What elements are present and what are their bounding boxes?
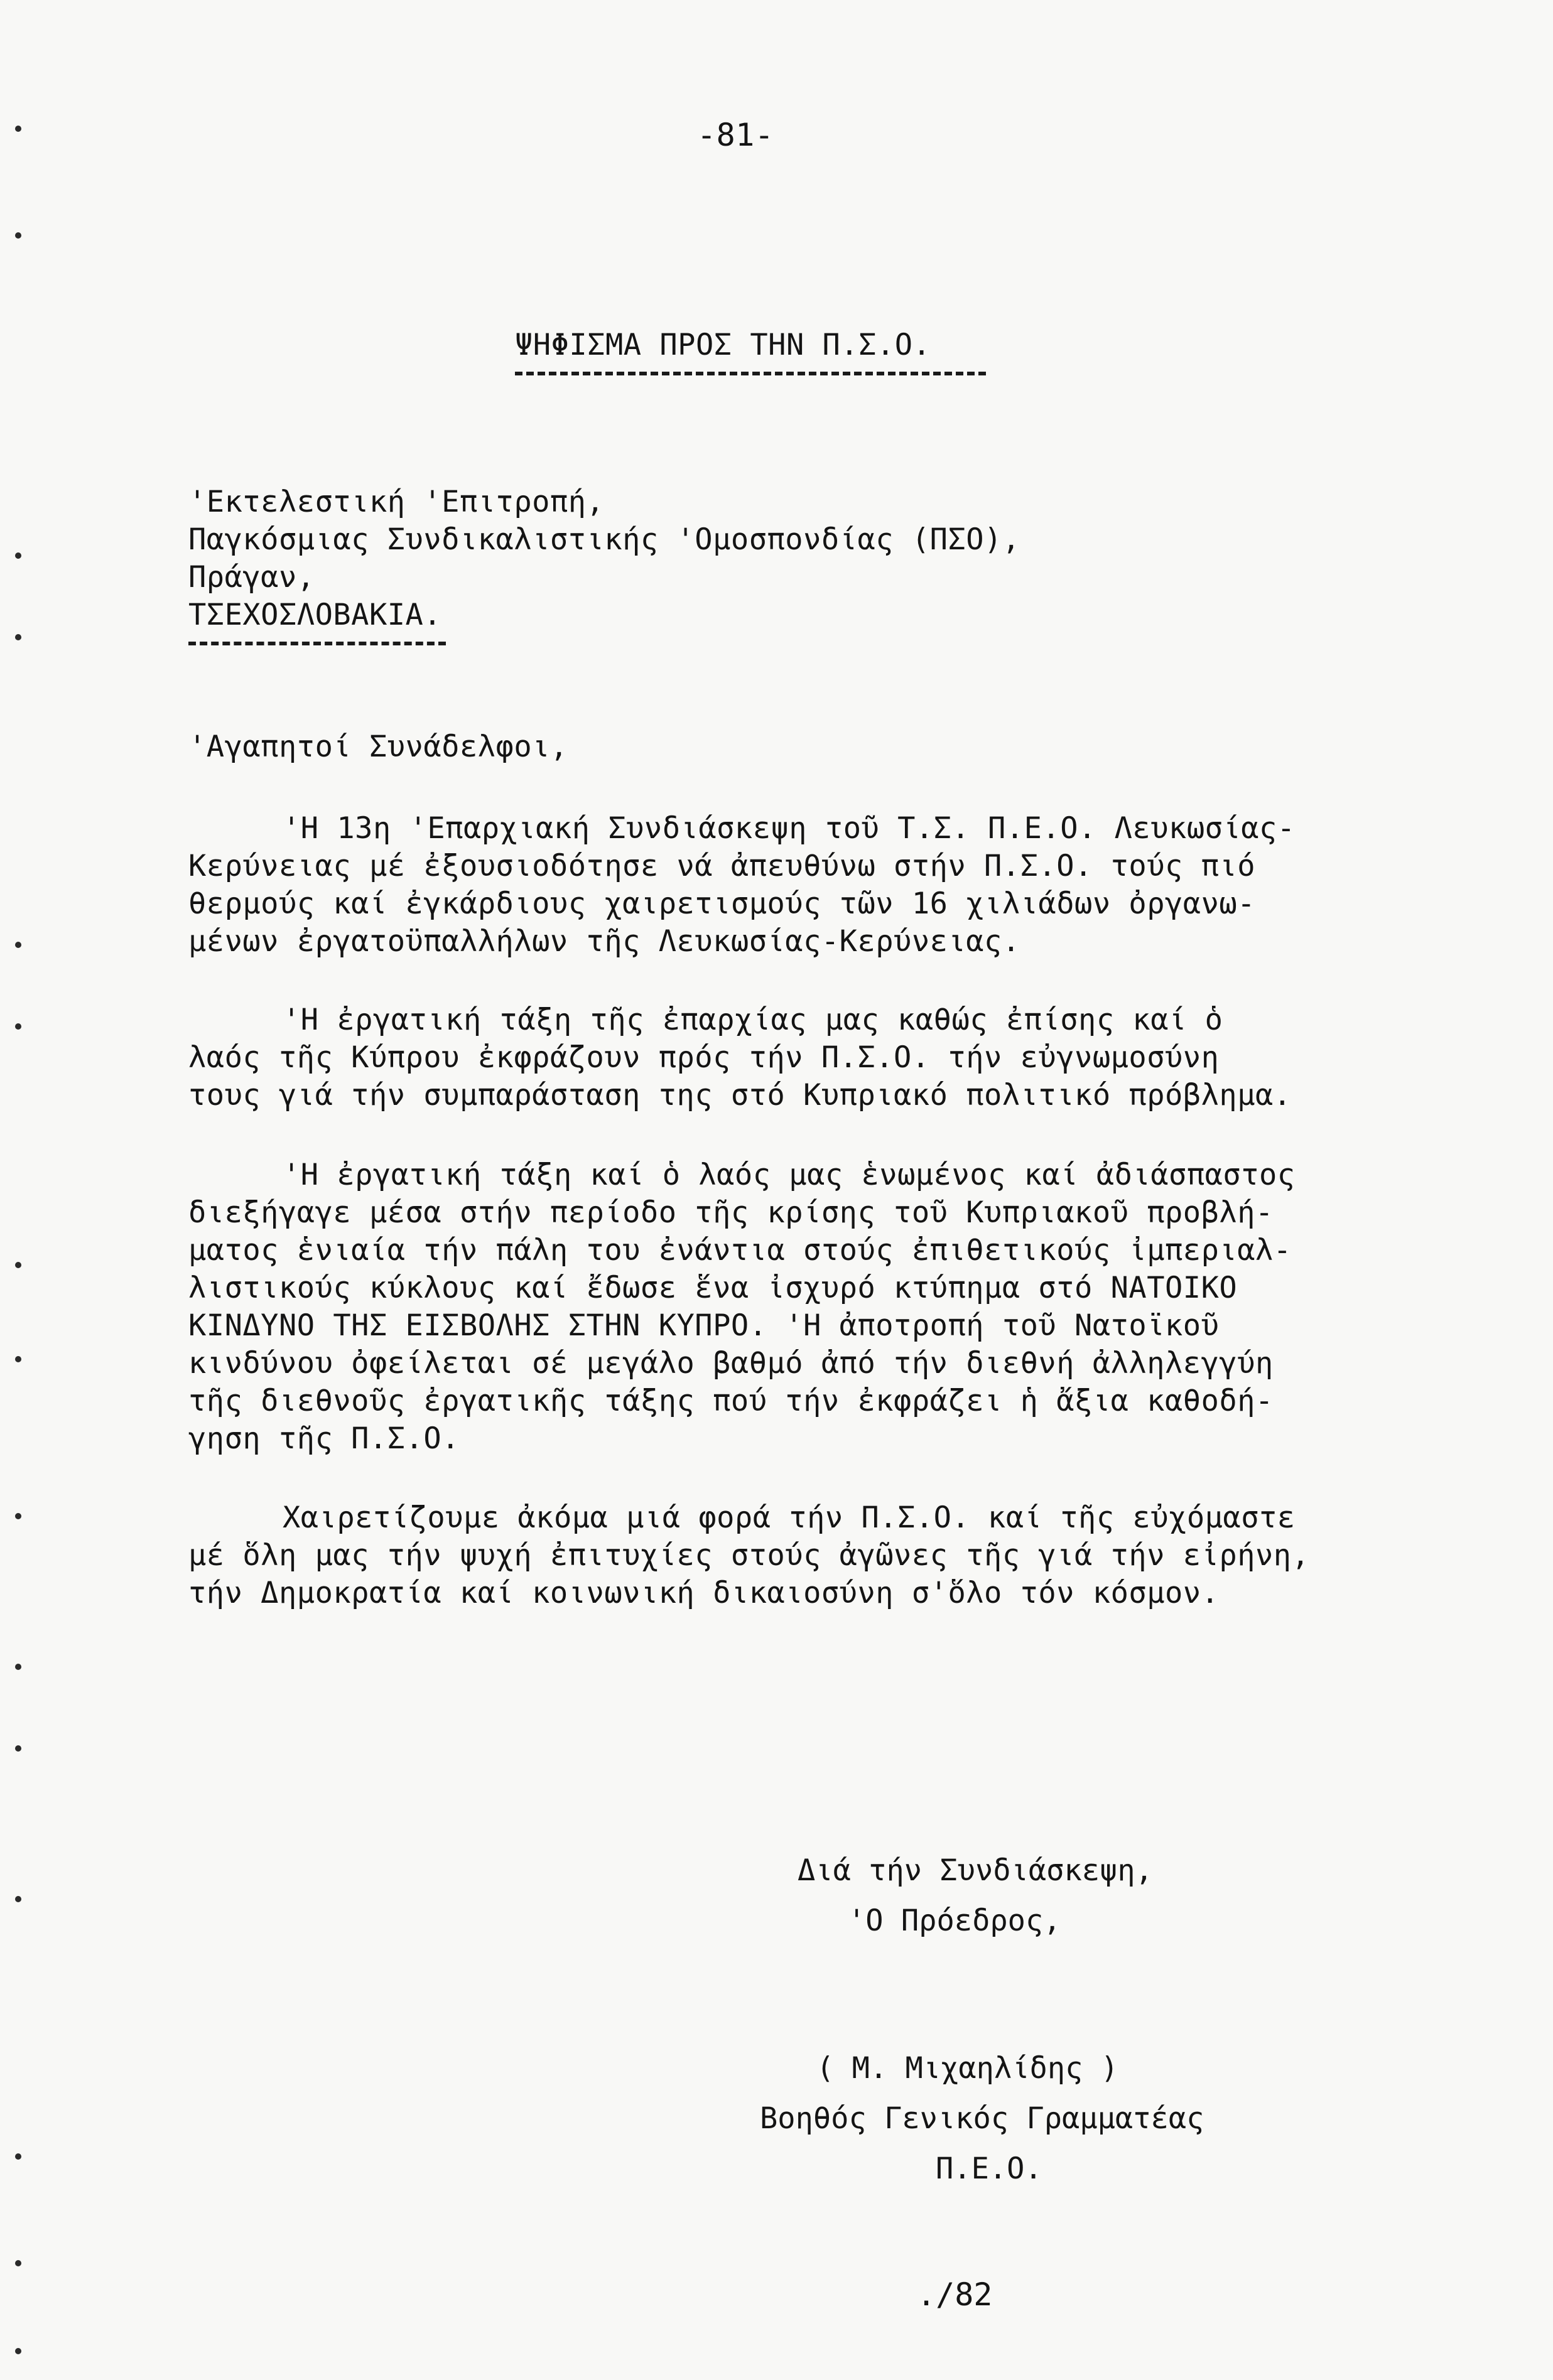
signatory-name: ( Μ. Μιχαηλίδης )	[816, 2051, 1119, 2086]
scan-margin-mark	[15, 942, 21, 948]
greeting: 'Αγαπητοί Συνάδελφοι,	[188, 730, 568, 764]
paragraph-line: γηση τῆς Π.Σ.Ο.	[188, 1421, 460, 1456]
scan-margin-mark	[15, 1356, 21, 1362]
signature-title: 'Ο Πρόεδρος,	[848, 1903, 1061, 1938]
signature-closing: Διά τήν Συνδιάσκεψη,	[798, 1853, 1153, 1888]
scan-margin-mark	[15, 2153, 21, 2160]
scan-margin-mark	[15, 1664, 21, 1670]
scan-margin-mark	[15, 1745, 21, 1752]
signatory-role: Βοηθός Γενικός Γραμματέας	[760, 2101, 1204, 2136]
title-underline	[515, 372, 986, 375]
paragraph-line: Χαιρετίζουμε ἀκόμα μιά φορά τήν Π.Σ.Ο. καί τῆς εὐχόμαστε	[283, 1500, 1296, 1535]
paragraph-line: Κερύνειας μέ ἐξουσιοδότησε νά ἀπευθύνω στήν Π.Σ.Ο. τούς πιό	[188, 849, 1255, 883]
paragraph-line: θερμούς καί ἐγκάρδιους χαιρετισμούς τῶν 16 χιλιάδων ὀργανω-	[188, 886, 1255, 921]
signatory-organization: Π.Ε.Ο.	[936, 2151, 1042, 2186]
address-line: Παγκόσμιας Συνδικαλιστικής 'Ομοσπονδίας (ΠΣΟ),	[188, 522, 1020, 557]
scan-margin-mark	[15, 2348, 21, 2354]
scan-margin-mark	[15, 634, 21, 640]
paragraph-line: ματος ἑνιαία τήν πάλη του ἐνάντια στούς ἐπιθετικούς ἰμπεριαλ-	[188, 1233, 1292, 1268]
address-line: Πράγαν,	[188, 560, 315, 595]
scan-margin-mark	[15, 1262, 21, 1268]
scan-margin-mark	[15, 1896, 21, 1902]
scan-margin-mark	[15, 552, 21, 559]
paragraph-line: ΚΙΝΔΥΝΟ ΤΗΣ ΕΙΣΒΟΛΗΣ ΣΤΗΝ ΚΥΠΡΟ. 'Η ἀποτροπή τοῦ Νατοϊκοῦ	[188, 1308, 1220, 1343]
paragraph-line: λιστικούς κύκλους καί ἔδωσε ἕνα ἰσχυρό κτύπημα στό ΝΑΤΟΙΚΟ	[188, 1271, 1238, 1305]
paragraph-line: 'Η ἐργατική τάξη τῆς ἐπαρχίας μας καθώς ἐπίσης καί ὁ	[283, 1003, 1223, 1037]
document-title: ΨΗΦΙΣΜΑ ΠΡΟΣ ΤΗΝ Π.Σ.Ο.	[515, 328, 931, 362]
paragraph-line: 'Η 13η 'Επαρχιακή Συνδιάσκεψη τοῦ Τ.Σ. Π.Ε.Ο. Λευκωσίας-	[283, 811, 1296, 846]
scan-margin-mark	[15, 126, 21, 132]
paragraph-line: 'Η ἐργατική τάξη καί ὁ λαός μας ἑνωμένος καί ἀδιάσπαστος	[283, 1158, 1296, 1192]
address-line: 'Εκτελεστική 'Επιτροπή,	[188, 485, 605, 519]
paragraph-line: τῆς διεθνοῦς ἐργατικῆς τάξης πού τήν ἐκφράζει ἡ ἄξια καθοδή-	[188, 1384, 1274, 1418]
scan-margin-mark	[15, 232, 21, 239]
paragraph-line: τήν Δημοκρατία καί κοινωνική δικαιοσύνη σ'ὅλο τόν κόσμον.	[188, 1576, 1220, 1610]
paragraph-line: κινδύνου ὀφείλεται σέ μεγάλο βαθμό ἀπό τήν διεθνή ἀλληλεγγύη	[188, 1346, 1274, 1381]
paragraph-line: διεξήγαγε μέσα στήν περίοδο τῆς κρίσης τοῦ Κυπριακοῦ προβλή-	[188, 1195, 1274, 1230]
paragraph-line: τους γιά τήν συμπαράσταση της στό Κυπριακό πολιτικό πρόβλημα.	[188, 1078, 1292, 1112]
scan-margin-mark	[15, 1023, 21, 1030]
address-country: ΤΣΕΧΟΣΛΟΒΑΚΙΑ.	[188, 598, 442, 632]
address-underline	[188, 642, 446, 645]
scan-margin-mark	[15, 2260, 21, 2266]
paragraph-line: λαός τῆς Κύπρου ἐκφράζουν πρός τήν Π.Σ.Ο. τήν εὐγνωμοσύνη	[188, 1040, 1220, 1075]
scan-margin-mark	[15, 1513, 21, 1519]
paragraph-line: μέ ὅλη μας τήν ψυχή ἐπιτυχίες στούς ἀγῶνες τῆς γιά τήν εἰρήνη,	[188, 1538, 1310, 1573]
paragraph-line: μένων ἐργατοϋπαλλήλων τῆς Λευκωσίας-Κερύνειας.	[188, 924, 1020, 959]
continuation-marker: ./82	[917, 2276, 993, 2313]
page-number: -81-	[697, 117, 774, 153]
